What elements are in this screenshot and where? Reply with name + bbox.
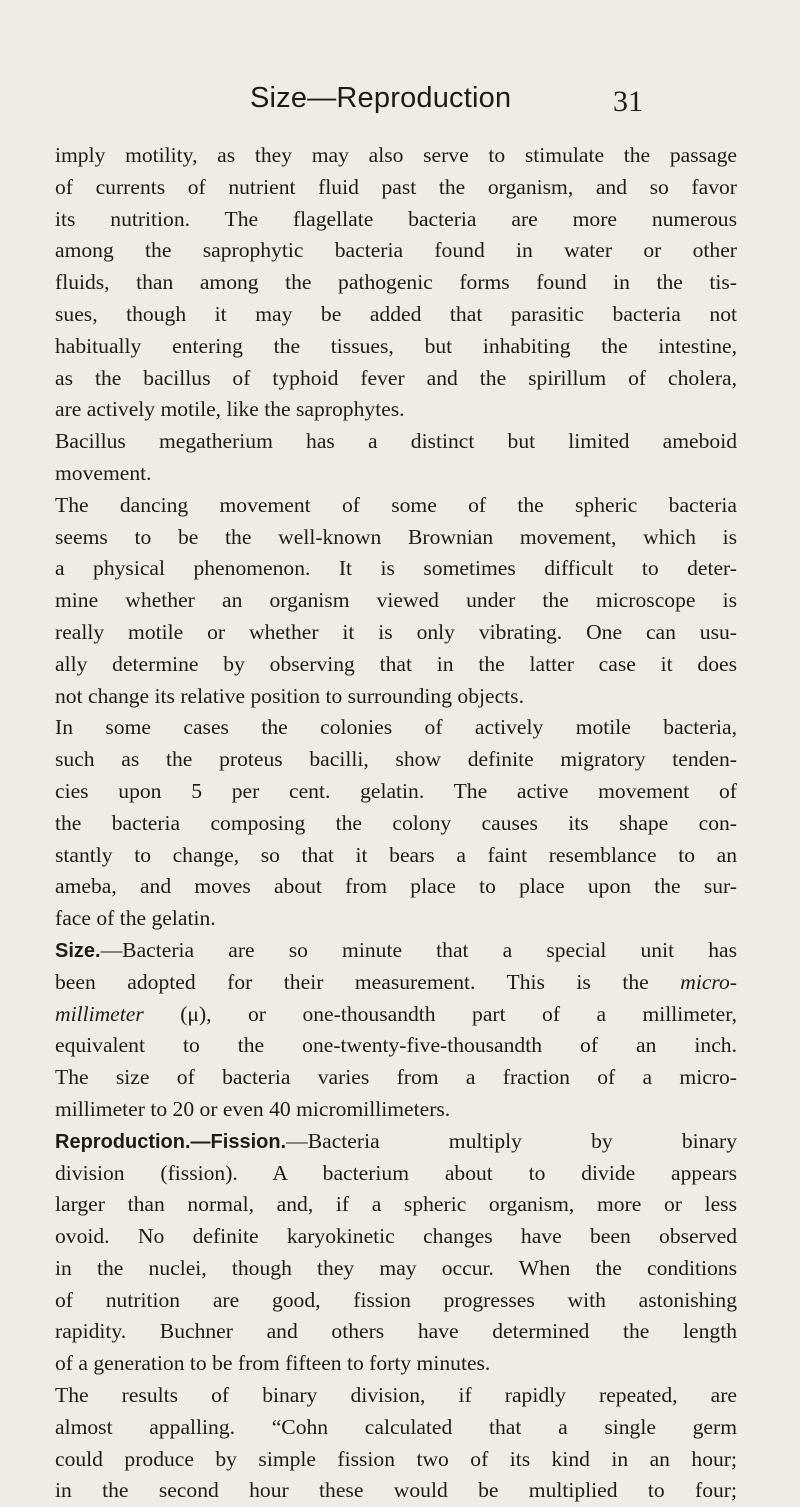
text-line: face of the gelatin.	[55, 906, 216, 931]
italic-term: micro-	[680, 969, 737, 994]
size-line-text: (μ), or one-thousandth part of a millimeter,	[143, 1001, 737, 1026]
text-line: In some cases the colonies of actively motile bacteria,	[55, 715, 737, 740]
size-line-text: been adopted for their measurement. This is the	[55, 969, 649, 994]
text-line: of currents of nutrient fluid past the organism, and so favor	[55, 174, 737, 199]
text-line: such as the proteus bacilli, show definite migratory tenden-	[55, 747, 737, 772]
text-line: not change its relative position to surrounding objects.	[55, 683, 524, 708]
text-line: are actively motile, like the saprophytes.	[55, 397, 405, 422]
text-line: almost appalling. “Cohn calculated that a single germ	[55, 1414, 737, 1439]
text-line: of a generation to be from fifteen to forty minutes.	[55, 1351, 491, 1376]
reproduction-line-text: —Bacteria multiply by binary	[286, 1128, 737, 1153]
italic-term: millimeter	[55, 1001, 144, 1026]
text-line: ally determine by observing that in the latter case it does	[55, 651, 737, 676]
text-line: equivalent to the one-twenty-five-thousandth of an inch.	[55, 1033, 737, 1058]
text-line: among the saprophytic bacteria found in water or other	[55, 238, 737, 263]
text-line: Bacillus megatherium has a distinct but limited ameboid	[55, 429, 737, 454]
text-line: could produce by simple fission two of its kind in an hour;	[55, 1446, 737, 1471]
text-line: the bacteria composing the colony causes its shape con-	[55, 810, 737, 835]
text-line: really motile or whether it is only vibrating. One can usu-	[55, 619, 737, 644]
size-line-text: —Bacteria are so minute that a special unit has	[100, 937, 737, 962]
size-section-line	[55, 999, 737, 1031]
running-head	[0, 78, 800, 118]
text-line: ovoid. No definite karyokinetic changes have been observed	[55, 1224, 737, 1249]
text-line: habitually entering the tissues, but inhabiting the intestine,	[55, 333, 737, 358]
text-line: The size of bacteria varies from a fraction of a micro-	[55, 1065, 737, 1090]
size-section-line	[55, 967, 737, 999]
text-line: its nutrition. The flagellate bacteria are more numerous	[55, 206, 737, 231]
text-line: sues, though it may be added that parasitic bacteria not	[55, 301, 737, 326]
text-line: larger than normal, and, if a spheric organism, more or less	[55, 1192, 737, 1217]
text-line: of nutrition are good, fission progresses with astonishing	[55, 1287, 737, 1312]
size-heading: Size.	[55, 939, 101, 962]
text-line: millimeter to 20 or even 40 micromillimeters.	[55, 1096, 451, 1121]
text-line: stantly to change, so that it bears a faint resemblance to an	[55, 842, 737, 867]
text-line: fluids, than among the pathogenic forms found in the tis-	[55, 270, 737, 295]
text-line: mine whether an organism viewed under the microscope is	[55, 588, 737, 613]
reproduction-heading: Reproduction.	[55, 1130, 191, 1153]
text-line: in the nuclei, though they may occur. When the conditions	[55, 1255, 737, 1280]
text-line: The results of binary division, if rapidly repeated, are	[55, 1383, 737, 1408]
page-number: 31	[613, 85, 643, 118]
text-line: cies upon 5 per cent. gelatin. The active movement of	[55, 778, 737, 803]
reproduction-section-line	[55, 1126, 737, 1158]
text-line: imply motility, as they may also serve to stimulate the passage	[55, 143, 737, 167]
running-head-title: Size—Reproduction	[250, 82, 512, 114]
body-text	[55, 140, 737, 1507]
text-line: The dancing movement of some of the spheric bacteria	[55, 492, 737, 517]
text-line: as the bacillus of typhoid fever and the spirillum of cholera,	[55, 365, 737, 390]
text-line: rapidity. Buchner and others have determined the length	[55, 1319, 737, 1344]
size-section-line	[55, 935, 737, 967]
text-line: movement.	[55, 460, 152, 485]
text-line: ameba, and moves about from place to place upon the sur-	[55, 874, 737, 899]
text-line: in the second hour these would be multiplied to four;	[55, 1478, 737, 1503]
text-line: seems to be the well-known Brownian movement, which is	[55, 524, 737, 549]
text-line: division (fission). A bacterium about to divide appears	[55, 1160, 737, 1185]
fission-subheading: —Fission.	[190, 1130, 287, 1153]
text-line: a physical phenomenon. It is sometimes difficult to deter-	[55, 556, 737, 581]
